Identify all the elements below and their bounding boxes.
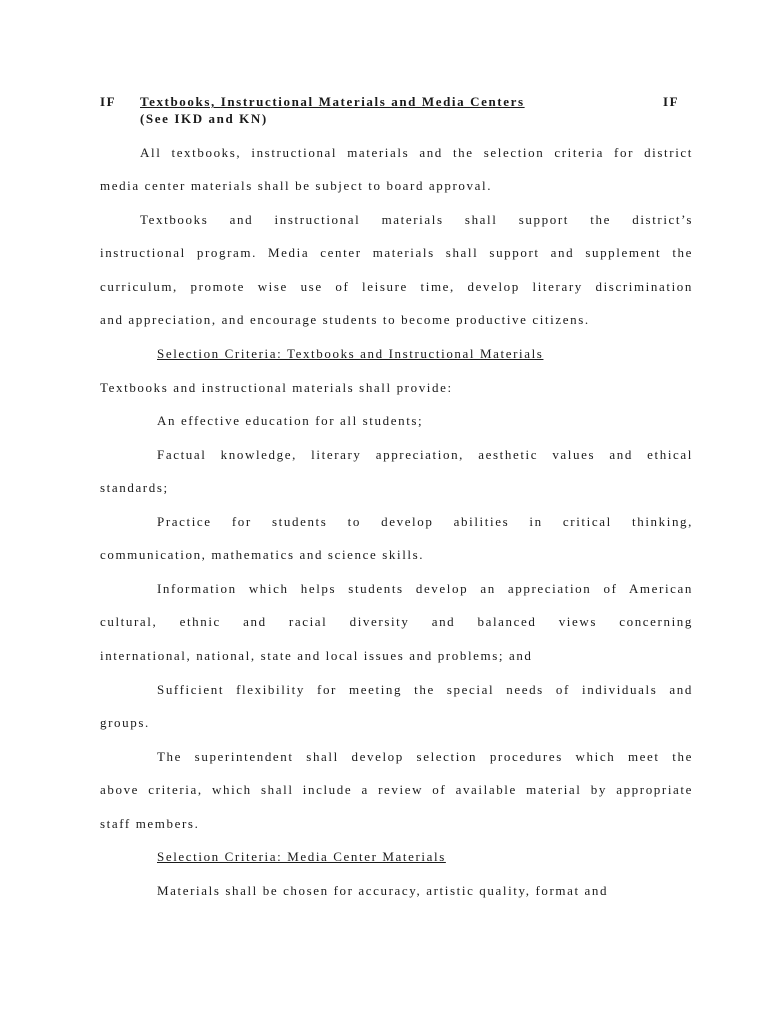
list-item-continued: cultural, ethnic and racial diversity and balanced views concerning <box>100 614 693 629</box>
list-item-continued: groups. <box>100 715 150 730</box>
list-item-continued: international, national, state and local issues and problems; and <box>100 648 533 663</box>
list-item: Factual knowledge, literary appreciation, aesthetic values and ethical <box>157 447 693 462</box>
paragraph-line: Textbooks and instructional materials shall support the district’s <box>140 212 693 227</box>
list-item: Sufficient flexibility for meeting the special needs of individuals and <box>157 682 693 697</box>
paragraph-line: curriculum, promote wise use of leisure time, develop literary discrimination <box>100 279 693 294</box>
paragraph-line: Materials shall be chosen for accuracy, artistic quality, format and <box>157 883 609 898</box>
list-item-continued: standards; <box>100 480 169 495</box>
list-intro: Textbooks and instructional materials shall provide: <box>100 380 453 395</box>
policy-code-left: IF <box>100 94 117 109</box>
list-item-continued: communication, mathematics and science skills. <box>100 547 425 562</box>
paragraph-line: above criteria, which shall include a review of available material by appropriate <box>100 782 693 797</box>
paragraph-line: media center materials shall be subject to board approval. <box>100 178 493 193</box>
list-item: Practice for students to develop abilities in critical thinking, <box>157 514 693 529</box>
paragraph-line: staff members. <box>100 816 200 831</box>
policy-title: Textbooks, Instructional Materials and Media Centers <box>140 94 525 109</box>
list-item: An effective education for all students; <box>157 413 424 428</box>
paragraph-line: and appreciation, and encourage students to become productive citizens. <box>100 312 590 327</box>
paragraph-line: All textbooks, instructional materials and the selection criteria for district <box>140 145 693 160</box>
policy-cross-reference: (See IKD and KN) <box>140 111 268 126</box>
section-heading: Selection Criteria: Textbooks and Instructional Materials <box>157 346 544 361</box>
paragraph-line: The superintendent shall develop selection procedures which meet the <box>157 749 693 764</box>
section-heading: Selection Criteria: Media Center Materials <box>157 849 446 864</box>
policy-code-right: IF <box>663 94 680 109</box>
paragraph-line: instructional program. Media center materials shall support and supplement the <box>100 245 693 260</box>
list-item: Information which helps students develop an appreciation of American <box>157 581 693 596</box>
